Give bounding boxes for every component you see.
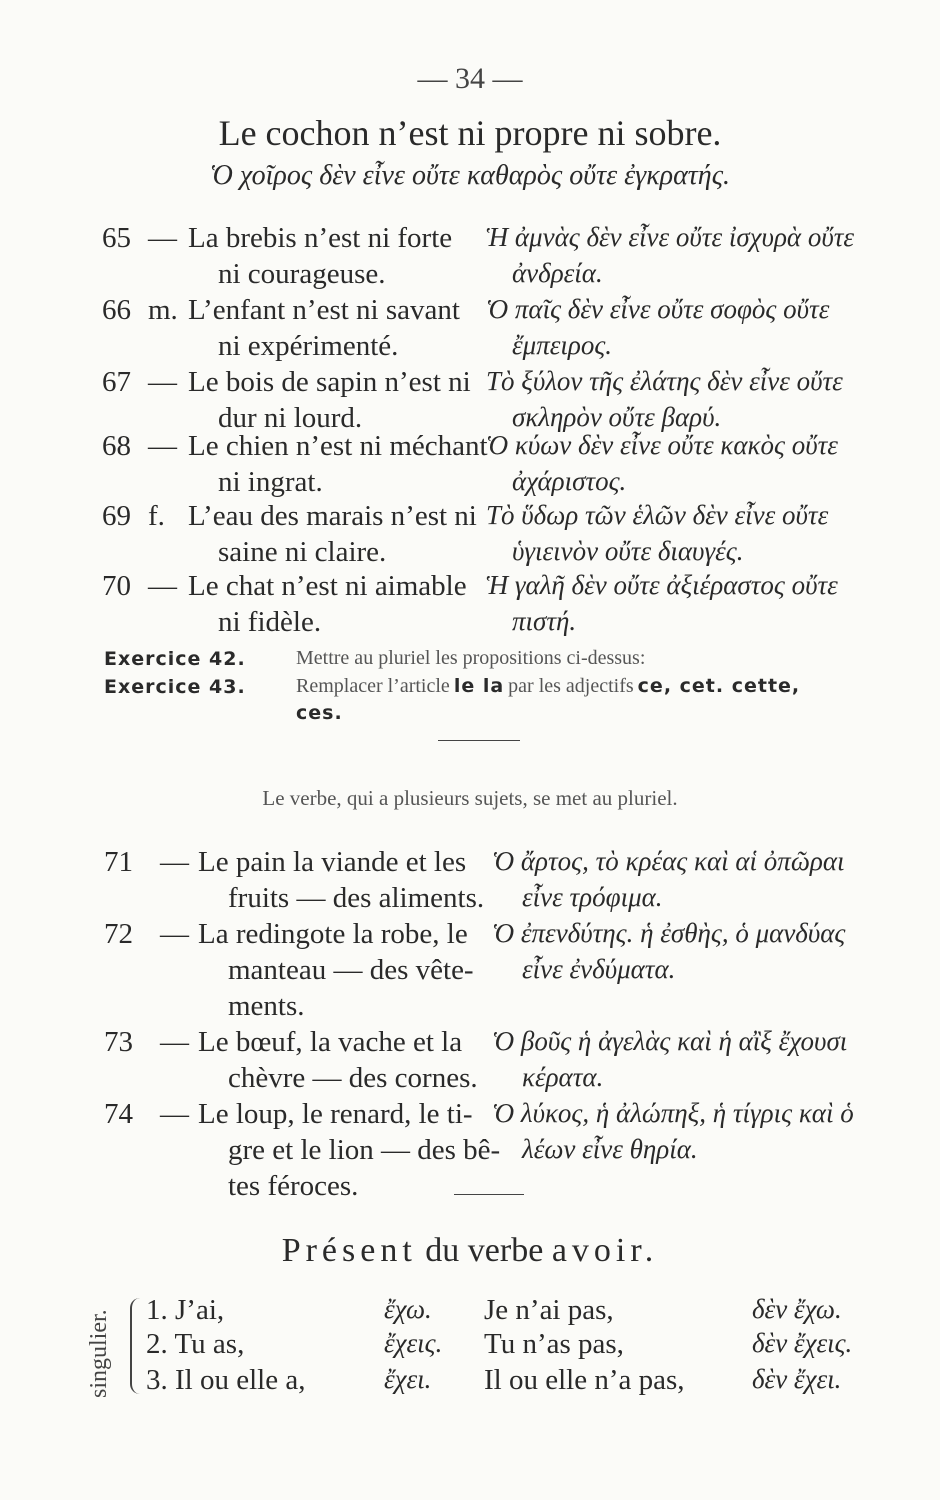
- greek-line: Ὁ ἐπενδύτης. ἡ ἐσθὴς, ὁ μανδύας: [492, 918, 846, 948]
- french-line: La redingote la robe, le: [198, 918, 468, 950]
- greek-line: εἶνε ἐνδύματα.: [522, 954, 676, 984]
- greek-line: Ὁ βοῦς ἡ ἀγελὰς καὶ ἡ αἲξ ἔχουσι: [492, 1026, 848, 1056]
- exercise-text-continued: ces.: [296, 702, 343, 724]
- item-number: 66: [102, 294, 131, 326]
- greek-line: λέων εἶνε θηρία.: [522, 1134, 698, 1164]
- greek-line: πιστή.: [512, 606, 577, 636]
- greek-line: Ὁ λύκος, ἡ ἀλώπηξ, ἡ τίγρις καὶ ὁ: [492, 1098, 854, 1128]
- item-separator: —: [148, 366, 177, 398]
- conjugation-negative: Il ou elle n’a pas,: [484, 1364, 685, 1396]
- french-line: gre et le lion — des bê-: [228, 1134, 501, 1166]
- french-line: ments.: [228, 990, 305, 1022]
- item-number: 69: [102, 500, 131, 532]
- item-separator: —: [160, 1026, 189, 1058]
- french-line: saine ni claire.: [218, 536, 387, 568]
- conjugation-negative-greek: δὲν ἔχω.: [752, 1294, 842, 1324]
- item-separator: —: [160, 1098, 189, 1130]
- greek-line: εἶνε τρόφιμα.: [522, 882, 663, 912]
- exercise-text: Remplacer l’article le la par les adjectifs ce, cet. cette,: [296, 675, 801, 697]
- item-separator: —: [148, 430, 177, 462]
- greek-line: Ἡ ἀμνὰς δὲν εἶνε οὔτε ἰσχυρὰ οὔτε: [486, 222, 855, 252]
- conjugation-form: 1. J’ai,: [146, 1294, 225, 1326]
- item-number: 65: [102, 222, 131, 254]
- french-line: fruits — des aliments.: [228, 882, 485, 914]
- french-line: tes féroces.: [228, 1170, 359, 1202]
- greek-line: Ὁ ἄρτος, τὸ κρέας καὶ αἱ ὀπῶραι: [492, 846, 845, 876]
- item-separator: f.: [148, 500, 165, 532]
- item-separator: —: [160, 918, 189, 950]
- item-number: 72: [104, 918, 133, 950]
- conjugation-greek: ἔχεις.: [384, 1328, 443, 1358]
- french-line: Le bœuf, la vache et la: [198, 1026, 463, 1058]
- conjugation-negative-greek: δὲν ἔχεις.: [752, 1328, 853, 1358]
- sentence-title: Le cochon n’est ni propre ni sobre.: [218, 113, 722, 153]
- french-line: dur ni lourd.: [218, 402, 363, 434]
- conjugation-negative-greek: δὲν ἔχει.: [752, 1364, 842, 1394]
- item-number: 67: [102, 366, 131, 398]
- item-number: 74: [104, 1098, 133, 1130]
- conjugation-greek: ἔχει.: [384, 1364, 432, 1394]
- greek-line: ἀνδρεία.: [512, 258, 603, 288]
- sentence-title-greek: Ὁ χοῖρος δὲν εἶνε οὔτε καθαρὸς οὔτε ἐγκρατής.: [209, 160, 731, 191]
- greek-line: Ἡ γαλῆ δὲν οὔτε ἀξιέραστος οὔτε: [486, 570, 838, 600]
- conjugation-form: 2. Tu as,: [146, 1328, 245, 1360]
- french-line: ni ingrat.: [218, 466, 323, 498]
- page-number: — 34 —: [417, 62, 523, 95]
- singular-label: singulier.: [86, 1309, 112, 1398]
- greek-line: ἔμπειρος.: [512, 330, 613, 360]
- french-line: Le bois de sapin n’est ni: [188, 366, 471, 398]
- french-line: Le loup, le renard, le ti-: [198, 1098, 473, 1130]
- greek-line: ἀχάριστος.: [512, 466, 627, 496]
- conjugation-greek: ἔχω.: [384, 1294, 432, 1324]
- brace: [130, 1298, 144, 1394]
- section-heading: Présent du verbe avoir.: [281, 1232, 659, 1269]
- french-line: Le chien n’est ni méchant: [188, 430, 488, 462]
- item-number: 71: [104, 846, 133, 878]
- conjugation-form: 3. Il ou elle a,: [146, 1364, 306, 1396]
- conjugation-negative: Je n’ai pas,: [484, 1294, 614, 1326]
- french-line: L’eau des marais n’est ni: [188, 500, 477, 532]
- french-line: Le chat n’est ni aimable: [188, 570, 467, 602]
- conjugation-negative: Tu n’as pas,: [484, 1328, 624, 1360]
- item-number: 70: [102, 570, 131, 602]
- greek-line: Ὁ κύων δὲν εἶνε οὔτε κακὸς οὔτε: [486, 430, 838, 460]
- greek-line: Τὸ ξύλον τῆς ἐλάτης δὲν εἶνε οὔτε: [486, 366, 843, 396]
- french-line: La brebis n’est ni forte: [188, 222, 453, 254]
- item-separator: —: [148, 570, 177, 602]
- french-line: Le pain la viande et les: [198, 846, 467, 878]
- greek-line: σκληρὸν οὔτε βαρύ.: [512, 402, 722, 432]
- divider: [454, 1194, 524, 1195]
- greek-line: Τὸ ὕδωρ τῶν ἑλῶν δὲν εἶνε οὔτε: [486, 500, 829, 530]
- french-line: L’enfant n’est ni savant: [188, 294, 460, 326]
- exercise-label: Exercice 43.: [104, 676, 246, 698]
- item-number: 73: [104, 1026, 133, 1058]
- item-number: 68: [102, 430, 131, 462]
- greek-line: κέρατα.: [522, 1062, 604, 1092]
- grammar-rule: Le verbe, qui a plusieurs sujets, se met au pluriel.: [262, 786, 678, 810]
- item-separator: m.: [148, 294, 178, 326]
- exercise-text: Mettre au pluriel les propositions ci-dessus:: [296, 647, 646, 669]
- item-separator: —: [148, 222, 177, 254]
- french-line: manteau — des vête-: [228, 954, 474, 986]
- french-line: ni fidèle.: [218, 606, 322, 638]
- item-separator: —: [160, 846, 189, 878]
- french-line: chèvre — des cornes.: [228, 1062, 478, 1094]
- greek-line: Ὁ παῖς δὲν εἶνε οὔτε σοφὸς οὔτε: [486, 294, 830, 324]
- greek-line: ὑγιεινὸν οὔτε διαυγές.: [512, 536, 744, 566]
- divider: [438, 740, 520, 741]
- french-line: ni courageuse.: [218, 258, 386, 290]
- french-line: ni expérimenté.: [218, 330, 399, 362]
- exercise-label: Exercice 42.: [104, 648, 246, 670]
